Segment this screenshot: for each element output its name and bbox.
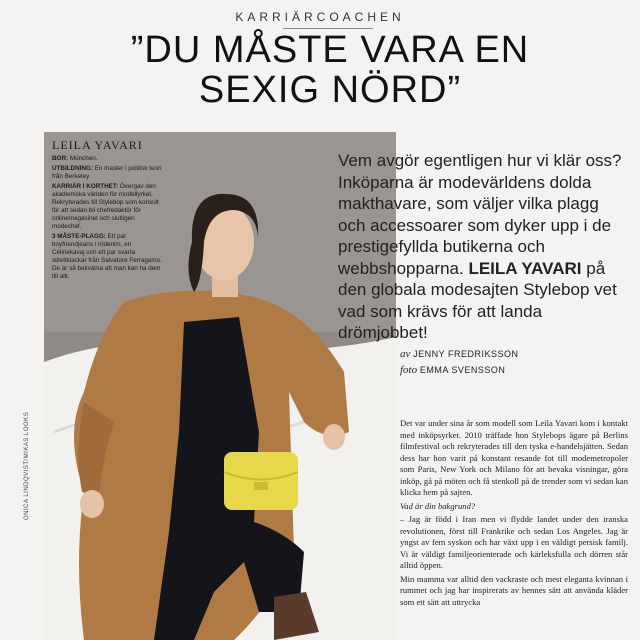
fact-label: KARRIÄR I KORTHET:	[52, 183, 119, 190]
body-paragraph: – Jag är född i Iran men vi flydde landet under den iranska revolutionen, först till Frankrike och sedan Los Angeles. Jag är yngst av fem syskon och har växt upp i en väldigt persisk familj. Vi är väldigt familjeorienterade och kärleksfulla och dörren står alltid öppen.	[400, 514, 628, 570]
profile-fact	[52, 155, 162, 163]
section-kicker: KARRIÄRCOACHEN	[235, 10, 405, 24]
lede-intro: Vem avgör egentligen hur vi klär oss? Inköparna är modevärldens dolda makthavare, som väljer vilka plagg och accessoarer som dyker upp i de prestigefyllda butikerna och webbshopparna.	[338, 151, 622, 278]
interview-question: Vad är din bakgrund?	[400, 500, 476, 511]
profile-fact	[52, 183, 162, 231]
headline-line-2: SEXIG NÖRD”	[198, 69, 462, 111]
body-paragraph: Min mamma var alltid den vackraste och mest eleganta kvinnan i rummet och jag har inspirerats av hennes sätt att använda kläder som ett sätt att uttrycka	[400, 573, 628, 607]
article-body	[400, 418, 628, 610]
author-name: JENNY FREDRIKSSON	[413, 349, 519, 359]
headline	[60, 30, 600, 110]
fact-text: Övergav den akademiska världen för modellyrket. Rekryterades till Stylebop som konsult för att sedan bli chefredaktör för onlinemagasinet och slutligen modechef.	[52, 183, 159, 230]
fact-label: UTBILDNING:	[52, 165, 93, 172]
photo-credit: ONICA LINDQVIST/MIKAS LOOKS	[24, 411, 30, 520]
fact-label: BOR:	[52, 155, 69, 162]
fact-text: München.	[69, 155, 98, 162]
lede-name: LEILA YAVARI	[468, 258, 582, 278]
profile-fact	[52, 165, 162, 181]
photographer-name: EMMA SVENSSON	[419, 365, 506, 375]
body-paragraph: Det var under sina år som modell som Leila Yavari kom i kontakt med inköpsyrket. 2010 träffade hon Stylebops ägare på Berlins filmfestival och rekryterades till den tyska e-handelsjätten. Sedan dess har hon varit på konstant resande fot till modemetropoler som Paris, New York och Milano för att bevaka visningar, göra inköp, gå på möten och få stenkoll på de trender som vi sedan kan klicka hem på sajten.	[400, 418, 628, 497]
fact-text: Ett par boyfriendjeans i rödenim, en Célinekavaj och ett par svarta stilettklackar från Salvatore Ferragamo. De är så bekväma att man kan ha dem till allt.	[52, 233, 162, 280]
author-line	[400, 346, 630, 362]
profile-name: LEILA YAVARI	[52, 138, 143, 152]
profile-fact	[52, 233, 162, 281]
fact-text: En master i politisk teori från Berkeley.	[52, 165, 162, 180]
lede-paragraph	[338, 150, 628, 344]
lede-rest: på den globala modesajten Stylebop vet vad som krävs för att landa drömjobbet!	[338, 258, 617, 342]
fact-label: 3 MÅSTE-PLAGG:	[52, 233, 106, 240]
author-prefix: av	[400, 348, 411, 360]
profile-sidebar	[52, 138, 162, 283]
byline	[400, 346, 630, 378]
photo-prefix: foto	[400, 364, 418, 376]
headline-line-1: ”DU MÅSTE VARA EN	[130, 29, 530, 71]
photographer-line	[400, 362, 630, 378]
